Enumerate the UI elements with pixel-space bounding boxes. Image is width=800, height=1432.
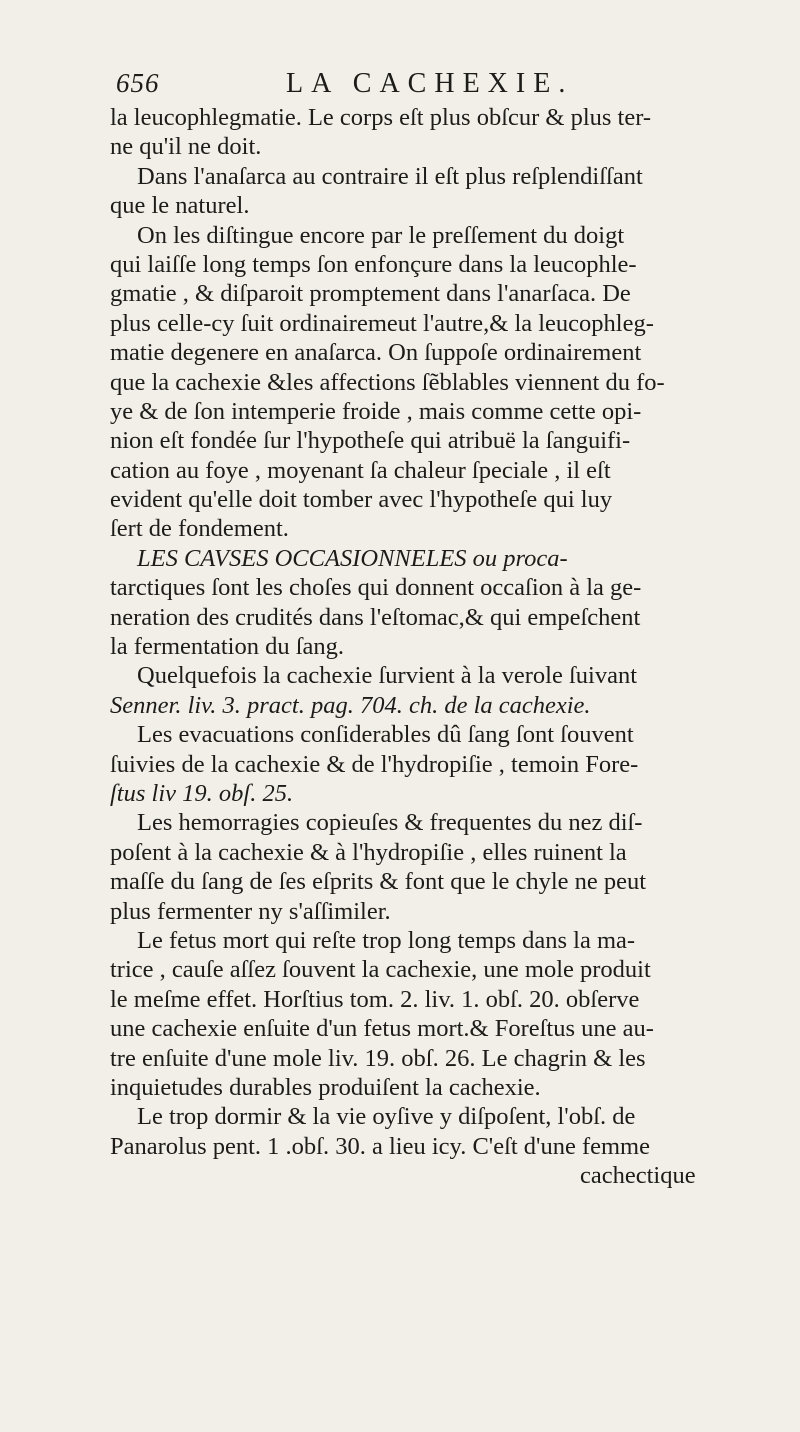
text-line: ne qu'il ne doit. [110, 133, 262, 161]
text-line: On les diſtingue encore par le preſſement du doigt [137, 221, 625, 249]
text-line: que la cachexie &les affections ſẽblables viennent du fo- [110, 368, 665, 396]
text-line: une cachexie enſuite d'un fetus mort.& Foreſtus une au- [110, 1015, 654, 1043]
text-line: LES CAVSES OCCASIONNELES ou proca- [137, 544, 568, 572]
text-line: tarctiques ſont les choſes qui donnent occaſion à la ge- [110, 574, 642, 602]
text-line: qui laiſſe long temps ſon enfonçure dans la leucophle- [110, 250, 637, 278]
text-line: gmatie , & diſparoit promptement dans l'anarſaca. De [110, 280, 631, 308]
text-line: ſuivies de la cachexie & de l'hydropiſie , temoin Fore- [110, 750, 639, 778]
text-line: la leucophlegmatie. Le corps eſt plus obſcur & plus ter- [110, 104, 652, 131]
text-line: Les evacuations conſiderables dû ſang ſont ſouvent [137, 721, 634, 749]
text-line: evident qu'elle doit tomber avec l'hypotheſe qui luy [110, 486, 613, 514]
page-number: 656 [116, 68, 160, 98]
text-line: tre enſuite d'une mole liv. 19. obſ. 26. Le chagrin & les [110, 1044, 646, 1072]
text-line: ſtus liv 19. obſ. 25. [110, 779, 294, 807]
text-line: ye & de ſon intemperie froide , mais comme cette opi- [110, 397, 642, 425]
text-line: matie degenere en anaſarca. On ſuppoſe ordinairement [110, 339, 642, 367]
text-line: Panarolus pent. 1 .obſ. 30. a lieu icy. C'eſt d'une femme [110, 1132, 650, 1160]
running-head: LA CACHEXIE. [286, 68, 574, 99]
text-line: ſert de fondement. [110, 515, 289, 543]
text-line: Le fetus mort qui reſte trop long temps dans la ma- [137, 926, 636, 954]
text-line: le meſme effet. Horſtius tom. 2. liv. 1. obſ. 20. obſerve [110, 985, 640, 1013]
text-line: plus celle-cy ſuit ordinairemeut l'autre,& la leucophleg- [110, 309, 654, 337]
text-line: Dans l'anaſarca au contraire il eſt plus reſplendiſſant [137, 162, 643, 190]
text-line: Senner. liv. 3. pract. pag. 704. ch. de la cachexie. [110, 691, 591, 719]
text-line: que le naturel. [110, 192, 250, 220]
text-line: cation au foye , moyenant ſa chaleur ſpeciale , il eſt [110, 456, 611, 484]
text-line: Quelquefois la cachexie ſurvient à la verole ſuivant [137, 662, 638, 690]
text-line: Les hemorragies copieuſes & frequentes du nez diſ- [137, 809, 643, 837]
text-line: neration des crudités dans l'eſtomac,& qui empeſchent [110, 603, 641, 631]
text-line: inquietudes durables produiſent la cachexie. [110, 1073, 541, 1101]
text-line: nion eſt fondée ſur l'hypotheſe qui atribuë la ſanguifi- [110, 427, 631, 455]
text-line: plus fermenter ny s'aſſimiler. [110, 897, 391, 925]
text-line: maſſe du ſang de ſes eſprits & font que le chyle ne peut [110, 868, 647, 896]
page-header [110, 68, 710, 102]
text-line: Le trop dormir & la vie oyſive y diſpoſent, l'obſ. de [137, 1103, 636, 1131]
catchword: cachectique [580, 1162, 696, 1190]
text-line: la fermentation du ſang. [110, 633, 345, 661]
text-line: poſent à la cachexie & à l'hydropiſie , elles ruinent la [110, 838, 627, 866]
text-line: trice , cauſe aſſez ſouvent la cachexie, une mole produit [110, 956, 651, 984]
body-text [110, 103, 768, 1403]
